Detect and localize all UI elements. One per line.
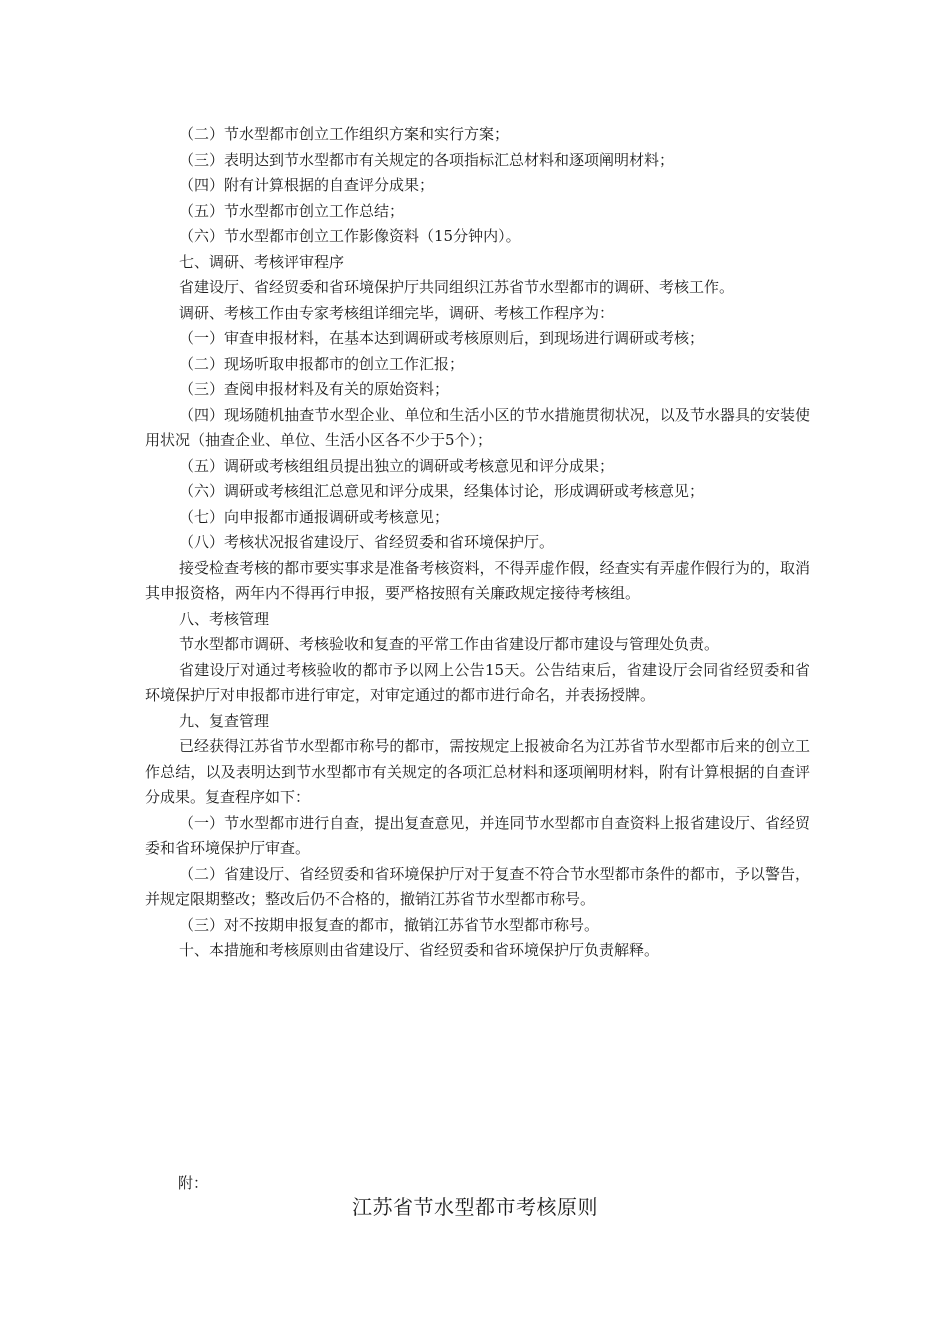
paragraph: （四）附有计算根据的自查评分成果； <box>179 176 435 194</box>
paragraph: （一）审查申报材料，在基本达到调研或考核原则后，到现场进行调研或考核； <box>179 329 705 347</box>
paragraph: （三）表明达到节水型都市有关规定的各项指标汇总材料和逐项阐明材料； <box>179 150 675 169</box>
paragraph: 省建设厅、省经贸委和省环境保护厅共同组织江苏省节水型都市的调研、考核工作。 <box>179 278 735 296</box>
paragraph: 已经获得江苏省节水型都市称号的都市，需按规定上报被命名为江苏省节水型都市后来的创立工作总结，以及表明达到节水型都市有关规定的各项汇总材料和逐项阐明材料，附有计算根据的自查评分成果。复查程序如下： <box>145 737 810 806</box>
attachment-label: 附： <box>178 1174 209 1192</box>
paragraph: （八）考核状况报省建设厅、省经贸委和省环境保护厅。 <box>179 533 555 551</box>
paragraph: （五）调研或考核组组员提出独立的调研或考核意见和评分成果； <box>179 456 615 475</box>
attachment-title: 江苏省节水型都市考核原则 <box>352 1195 598 1219</box>
paragraph: 省建设厅对通过考核验收的都市予以网上公告15天。公告结束后，省建设厅会同省经贸委和省环境保护厅对申报都市进行审定，对审定通过的都市进行命名，并表扬授牌。 <box>145 660 810 704</box>
paragraph: （五）节水型都市创立工作总结； <box>179 201 405 220</box>
paragraph: （七）向申报都市通报调研或考核意见； <box>179 507 450 526</box>
document-body <box>145 122 810 964</box>
paragraph: 节水型都市调研、考核验收和复查的平常工作由省建设厅都市建设与管理处负责。 <box>179 635 720 653</box>
paragraph: （三）查阅申报材料及有关的原始资料； <box>179 380 450 398</box>
paragraph: 接受检查考核的都市要实事求是准备考核资料，不得弄虚作假，经查实有弄虚作假行为的，取消其申报资格，两年内不得再行申报，要严格按照有关廉政规定接待考核组。 <box>145 558 810 602</box>
paragraph: （二）现场听取申报都市的创立工作汇报； <box>179 354 465 373</box>
paragraph: 调研、考核工作由专家考核组详细完毕，调研、考核工作程序为： <box>179 303 615 322</box>
section-heading: 八、考核管理 <box>179 609 270 628</box>
paragraph: （一）节水型都市进行自查，提出复查意见，并连同节水型都市自查资料上报省建设厅、省经贸委和省环境保护厅审查。 <box>145 813 810 857</box>
paragraph: （六）节水型都市创立工作影像资料（15分钟内）。 <box>179 227 521 245</box>
paragraph: （六）调研或考核组汇总意见和评分成果，经集体讨论，形成调研或考核意见； <box>179 482 705 500</box>
paragraph: （三）对不按期申报复查的都市，撤销江苏省节水型都市称号。 <box>179 915 600 934</box>
section-heading: 七、调研、考核评审程序 <box>179 252 345 271</box>
paragraph: （二）节水型都市创立工作组织方案和实行方案； <box>179 125 510 143</box>
section-heading: 九、复查管理 <box>179 711 270 730</box>
paragraph: （四）现场随机抽查节水型企业、单位和生活小区的节水措施贯彻状况，以及节水器具的安装使用状况（抽查企业、单位、生活小区各不少于5个）； <box>145 405 810 449</box>
paragraph: （二）省建设厅、省经贸委和省环境保护厅对于复查不符合节水型都市条件的都市，予以警告，并规定限期整改；整改后仍不合格的，撤销江苏省节水型都市称号。 <box>145 864 810 908</box>
paragraph: 十、本措施和考核原则由省建设厅、省经贸委和省环境保护厅负责解释。 <box>179 941 660 959</box>
